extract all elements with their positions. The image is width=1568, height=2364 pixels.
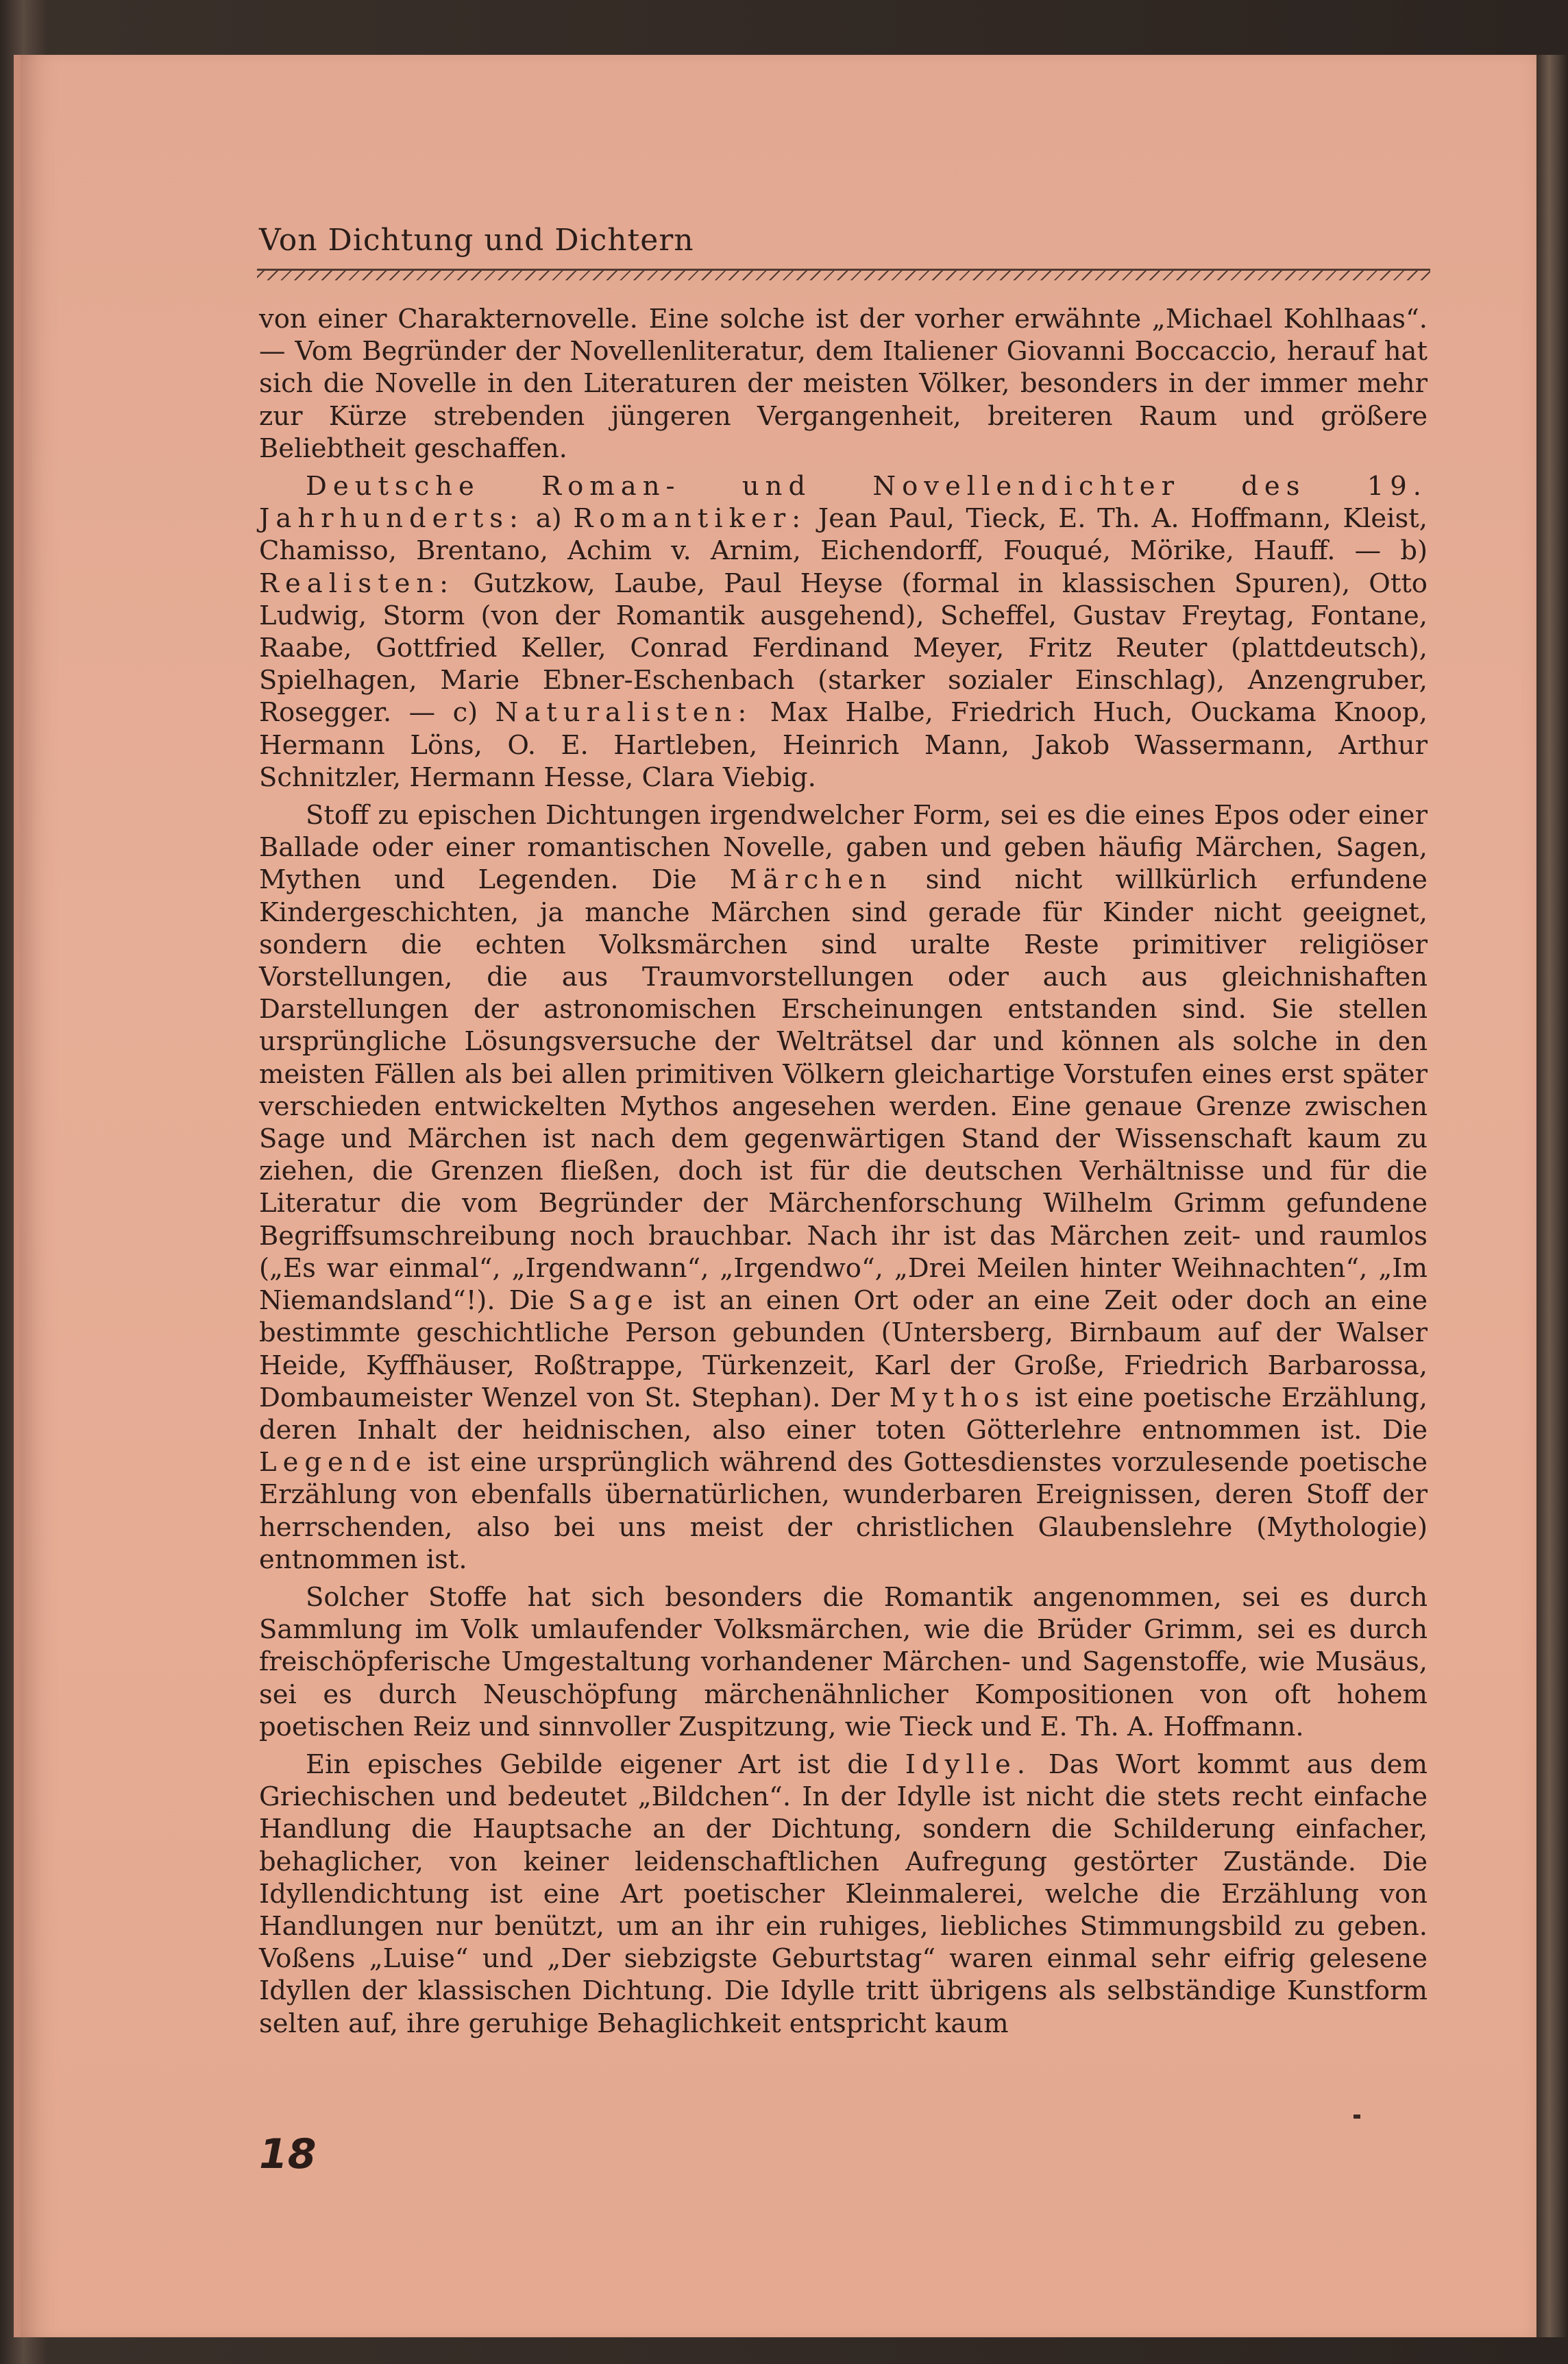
term-naturalisten: Naturalisten: xyxy=(495,697,753,729)
page-number: 18 xyxy=(259,2130,317,2178)
list-label-c: c) xyxy=(452,697,478,729)
term-sage: Sage xyxy=(567,1285,659,1317)
body-text xyxy=(259,303,1428,2040)
list-text-c: Max Halbe, Friedrich Huch, Ouckama Knoop, Hermann Löns, O. E. Hartleben, Heinrich Mann, Jakob Wassermann, Arthur Schnitzler, Hermann Hesse, Clara Viebig. xyxy=(259,697,1428,793)
book-edge xyxy=(1536,55,1568,2337)
text-run: Das Wort kommt aus dem Griechischen und bedeutet „Bildchen“. In der Idylle ist nicht die stets recht einfache Handlung die Hauptsache an der Dichtung, sondern die Schilderung einfacher, behaglicher, von keiner leidenschaftlichen Aufregung gestörter Zustände. Die Idyllendichtung ist eine Art poetischer Kleinmalerei, welche die Erzählung von Handlungen nur benützt, um an ihr ein ruhiges, liebliches Stimmungsbild zu geben. Voßens „Luise“ und „Der siebzigste Geburtstag“ waren einmal sehr eifrig gelesene Idyllen der klassischen Dichtung. Die Idylle tritt übrigens als selbständige Kunstform selten auf, ihre geruhige Behaglichkeit entspricht kaum xyxy=(259,1748,1428,2039)
term-mythos: Mythos xyxy=(889,1382,1025,1413)
term-idylle: Idylle. xyxy=(905,1748,1032,1780)
paragraph-4: Solcher Stoffe hat sich besonders die Romantik angenommen, sei es durch Sammlung im Volk umlaufender Volksmärchen, wie die Brüder Grimm, sei es durch freischöpferische Umgestaltung vorhandener Märchen- und Sagenstoffe, wie Musäus, sei es durch Neuschöpfung märchenähnlicher Kompositionen von oft hohem poetischen Reiz und sinnvoller Zuspitzung, wie Tieck und E. Th. A. Hoffmann. xyxy=(259,1581,1428,1742)
term-legende: Legende xyxy=(259,1447,418,1478)
text-run: ist an einen Ort oder an eine Zeit oder doch an eine bestimmte geschichtliche Person gebunden (Untersberg, Birnbaum auf der Walser Heide, Kyffhäuser, Roßtrappe, Türkenzeit, Karl der Große, Friedrich Barbarossa, Dombaumeister Wenzel von St. Stephan). Der xyxy=(259,1285,1428,1413)
header-rule xyxy=(257,269,1430,280)
list-text-b: Gutzkow, Laube, Paul Heyse (formal in klassischen Spuren), Otto Ludwig, Storm (von der Romantik ausgehend), Scheffel, Gustav Freytag, Fontane, Raabe, Gottfried Keller, Conrad Ferdinand Meyer, Fritz Reuter (plattdeutsch), Spielhagen, Marie Ebner-Eschenbach (starker sozialer Einschlag), Anzengruber, Rosegger. — xyxy=(259,568,1428,729)
list-label-b: b) xyxy=(1400,535,1428,567)
list-text-a: Jean Paul, Tieck, E. Th. A. Hoffmann, Kleist, Chamisso, Brentano, Achim v. Arnim, Eichendorff, Fouqué, Mörike, Hauff. — xyxy=(259,503,1428,567)
text-run: ist eine ursprünglich während des Gottesdienstes vorzulesende poetische Erzählung von ebenfalls übernatürlichen, wunderbaren Ereignissen, deren Stoff der herrschenden, also bei uns meist der christlichen Glaubenslehre (Mythologie) entnommen ist. xyxy=(259,1447,1428,1575)
list-label-a: a) xyxy=(535,503,562,535)
term-realisten: Realisten: xyxy=(259,568,455,599)
term-romantiker: Romantiker: xyxy=(573,503,807,535)
text-run: ist eine poetische Erzählung, deren Inhalt der heidnischen, also einer toten Götterlehre entnommen ist. Die xyxy=(259,1382,1428,1446)
text-run: sind nicht willkürlich erfundene Kindergeschichten, ja manche Märchen sind gerade für Kinder nicht geeignet, sondern die echten Volksmärchen sind uralte Reste primitiver religiöser Vorstellungen, die aus Traumvorstellungen oder auch aus gleichnishaften Darstellungen der astronomischen Erscheinungen entstanden sind. Sie stellen ursprüngliche Lösungsversuche der Welträtsel dar und können als solche in den meisten Fällen als bei allen primitiven Völkern gleichartige Vorstufen eines erst später verschieden entwickelten Mythos angesehen werden. Eine genaue Grenze zwischen Sage und Märchen ist nach dem gegenwärtigen Stand der Wissenschaft kaum zu ziehen, die Grenzen fließen, doch ist für die deutschen Verhältnisse und für die Literatur die vom Begründer der Märchenforschung Wilhelm Grimm gefundene Begriffsumschreibung noch brauchbar. Nach ihr ist das Märchen zeit- und raumlos („Es war einmal“, „Irgendwann“, „Irgendwo“, „Drei Meilen hinter Weihnachten“, „Im Niemandsland“!). Die xyxy=(259,864,1428,1317)
term-maerchen: Märchen xyxy=(729,864,893,896)
paragraph-3 xyxy=(259,799,1428,1576)
section-heading: Deutsche Roman- und Novellendichter des 19. Jahrhunderts: xyxy=(259,471,1428,535)
paragraph-2 xyxy=(259,470,1428,794)
running-header: Von Dichtung und Dichtern xyxy=(259,223,694,258)
ink-mark xyxy=(1353,2115,1360,2119)
text-run: Ein episches Gebilde eigener Art ist die xyxy=(306,1748,888,1780)
text-run: Stoff zu epischen Dichtungen irgendwelcher Form, sei es die eines Epos oder einer Ballade oder einer romantischen Novelle, gaben und geben häufig Märchen, Sagen, Mythen und Legenden. Die xyxy=(259,800,1428,896)
paragraph-1: von einer Charakternovelle. Eine solche ist der vorher erwähnte „Michael Kohlhaas“. — Vom Begründer der Novellenliteratur, dem Italiener Giovanni Boccaccio, herauf hat sich die Novelle in den Literaturen der meisten Völker, besonders in der immer mehr zur Kürze strebenden jüngeren Vergangenheit, breiteren Raum und größere Beliebtheit geschaffen. xyxy=(259,304,1428,464)
paragraph-5 xyxy=(259,1748,1428,2040)
